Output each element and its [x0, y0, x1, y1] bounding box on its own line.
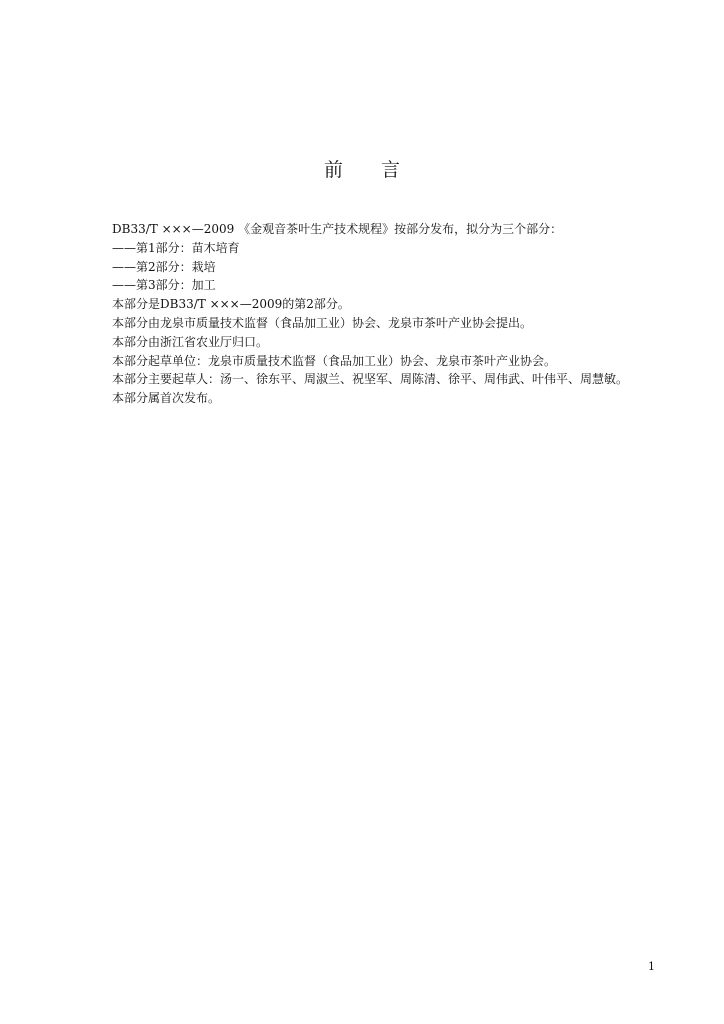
- paragraph-line: 本部分属首次发布。: [112, 391, 221, 406]
- paragraph-line: 本部分主要起草人：汤一、徐东平、周淑兰、祝坚军、周陈清、徐平、周伟武、叶伟平、周慧敏。: [112, 372, 629, 387]
- title-char-1: 前: [323, 159, 343, 181]
- paragraph-line: ——第3部分：加工: [112, 278, 216, 293]
- paragraph-line: DB33/T ×××—2009 《金观音茶叶生产技术规程》按部分发布，拟分为三个部分：: [112, 222, 563, 236]
- paragraph-line: ——第2部分：栽培: [112, 259, 216, 274]
- page-number: 1: [648, 960, 655, 973]
- paragraph-line: 本部分起草单位：龙泉市质量技术监督（食品加工业）协会、龙泉市茶叶产业协会。: [112, 353, 557, 368]
- paragraph-line: 本部分是DB33/T ×××—2009的第2部分。: [112, 297, 350, 312]
- paragraph-line: 本部分由浙江省农业厅归口。: [112, 334, 269, 349]
- title-char-2: 言: [381, 159, 401, 181]
- paragraph-line: ——第1部分：苗木培育: [112, 240, 240, 255]
- foreword-body: [112, 220, 672, 408]
- page-title: [0, 155, 724, 182]
- paragraph-line: 本部分由龙泉市质量技术监督（食品加工业）协会、龙泉市茶叶产业协会提出。: [112, 315, 533, 330]
